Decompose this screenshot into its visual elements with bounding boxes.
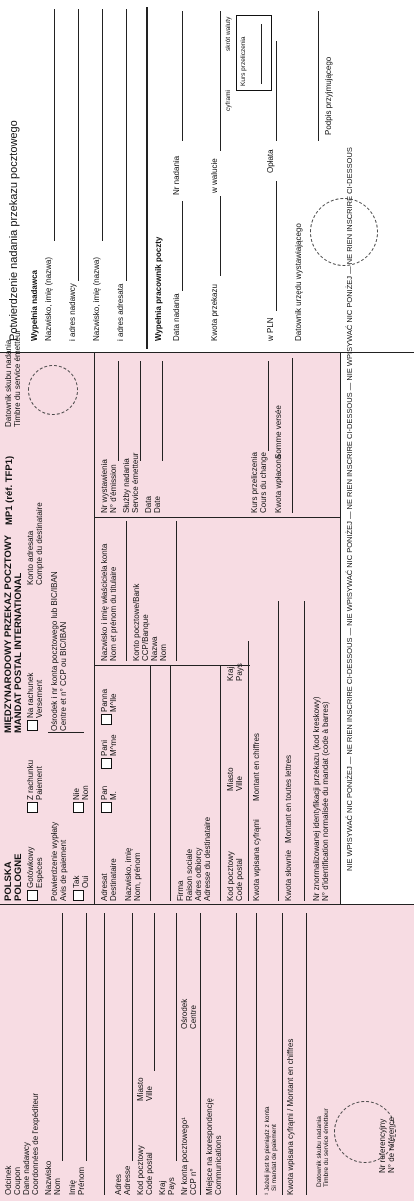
surname-label: Nazwisko	[44, 1160, 53, 1195]
issue-number-label-fr: N° d'émission	[109, 464, 118, 513]
from-account-label: Z rachunku	[26, 759, 35, 800]
bank-name-label: Nazwa	[150, 636, 159, 661]
exchange-rate-label: Kurs przeliczenia	[250, 452, 259, 513]
account-holder-label: Nazwisko i imię właściciela konta	[100, 543, 109, 661]
paid-amount-label: Kwota wpłacona	[274, 454, 283, 513]
country-name-fr: POLOGNE	[13, 853, 24, 901]
ccp-field[interactable]	[200, 913, 201, 1195]
conf-sender-name-field[interactable]	[54, 9, 55, 241]
form-title: MIĘDZYNARODOWY PRZEKAZ POCZTOWY	[3, 534, 14, 733]
payee-postcode-label-fr: Code postal	[235, 858, 244, 901]
digits-hint: cyframi	[225, 90, 232, 111]
surname-field[interactable]	[62, 913, 63, 1161]
coupon-amount-label: Kwota wpisana cyfrąmi / Montant en chiffres	[286, 1038, 295, 1195]
conf-sender-address-label: i adres nadawcy	[68, 283, 77, 341]
paid-amount-label-fr: Somme versée	[274, 405, 283, 459]
bank-name-field[interactable]	[176, 521, 177, 661]
pln-label: w PLN	[266, 317, 275, 341]
miss-label: Panna	[100, 688, 109, 712]
payee-name-label: Nazwisko, imię	[124, 847, 133, 901]
city-label: Miasto	[136, 1077, 145, 1101]
payee-account-label: Konto adresata	[26, 530, 35, 585]
main-stamp-circle	[28, 365, 78, 415]
issuing-service-field[interactable]	[140, 361, 141, 461]
cash-label-fr: Espèces	[35, 857, 44, 888]
country-label: Kraj	[158, 1180, 167, 1195]
do-not-write-strip: NIE WPISYWAĆ NIC PONIŻEJ — NE RIEN INSCRIRE CI-DESSOUS — NIE WPISYWAĆ NIC PONIŻEJ — NE RIEN INSCRIRE CI-DESSOUS — NIE WPISYWAĆ NIC PONIŻEJ — NE RIEN INSCRIRE CI-DESSOUS	[345, 147, 354, 871]
country-field[interactable]	[176, 913, 177, 1161]
coupon-label-fr: Coupon	[13, 1166, 22, 1195]
amount-digits-field[interactable]	[278, 601, 279, 901]
fee-label: Opłata	[266, 149, 275, 173]
postcode-label-fr: Code postal	[145, 1152, 154, 1195]
address-label-fr: Adresse	[123, 1165, 132, 1195]
exchange-rate-box[interactable]	[236, 15, 272, 91]
reference-label-fr: N° de référence	[387, 1116, 396, 1173]
account-section-divider	[94, 665, 250, 666]
amount-digits-label: Kwota wpisana cyfrąmi	[252, 819, 261, 901]
form-code: MP1 (réf. TFP1)	[4, 455, 15, 525]
bank-label-fr: CCP/Banque	[141, 614, 150, 661]
to-account-checkbox[interactable]	[27, 720, 38, 731]
posting-number-label: Nr nadania	[172, 155, 181, 195]
cash-checkbox[interactable]	[27, 890, 38, 901]
to-account-label: Na rachunek	[26, 672, 35, 718]
ccp-iban-label: Ośrodek i nr konta pocztowego lub BIC/IBAN	[50, 571, 59, 731]
row-divider	[94, 353, 95, 905]
firstname-label: Imię	[68, 1179, 77, 1195]
currency-field[interactable]	[220, 11, 221, 151]
miss-checkbox[interactable]	[101, 714, 112, 725]
payee-label: Adresat	[100, 873, 109, 901]
ccp-iban-divider	[48, 732, 84, 733]
company-label-fr: Raison sociale	[185, 848, 194, 901]
ccp-iban-label-fr: Centre et n° CCP ou BIC/IBAN	[59, 621, 68, 731]
postcode-label: Kod pocztowy	[136, 1145, 145, 1195]
advice-yes-label: Tak	[72, 875, 81, 888]
to-account-label-fr: Versement	[35, 679, 44, 718]
posting-number-field[interactable]	[182, 11, 183, 141]
amount-words-label-fr: Montant en toutes lettres	[284, 754, 293, 843]
currency-abbr-hint: skrót waluty	[225, 16, 232, 51]
postal-worker-heading: Wypełnia pracownik poczty	[154, 236, 163, 341]
miss-label-fr: M^lle	[109, 693, 118, 712]
issue-number-label: Nr wystawienia	[100, 459, 109, 513]
conf-payee-name-label: Nazwisko, imię (nazwa)	[92, 256, 101, 341]
centre-label: Ośrodek	[180, 998, 189, 1029]
exchange-rate-box-line	[261, 24, 262, 84]
cash-label: Gotówkowy	[26, 846, 35, 888]
coupon-label: Odcinek	[4, 1165, 13, 1195]
payee-country-label-fr: Pays	[235, 663, 244, 681]
issuing-service-label: Służby nadania	[122, 458, 131, 513]
mr-label-fr: M.	[109, 791, 118, 800]
exchange-rate-field[interactable]	[268, 361, 269, 451]
correspondence-label: Miejsce na korespondencję	[205, 1098, 214, 1195]
confirmation-title: Potwierdzenie nadania przekazu pocztowego	[8, 120, 20, 341]
surname-label-fr: Nom	[53, 1178, 62, 1195]
city-label-fr: Ville	[145, 1086, 154, 1101]
advice-yes-label-fr: Oui	[81, 875, 90, 888]
account-holder-label-fr: Nom et prénom du titulaire	[109, 566, 118, 661]
conf-sender-address-field[interactable]	[78, 9, 79, 281]
conf-payee-address-field[interactable]	[126, 9, 127, 281]
mrs-checkbox[interactable]	[101, 758, 112, 769]
amount-digits-label-fr: Montant en chiffres	[252, 733, 261, 801]
firstname-field[interactable]	[86, 913, 87, 1161]
advice-no-label-fr: Non	[81, 785, 90, 800]
footnote-fr: Si mandat de paiement	[271, 1124, 278, 1191]
barcode-zone-line	[340, 353, 341, 905]
advice-yes-checkbox[interactable]	[73, 890, 84, 901]
barcode-id-label: Nr znormalizowanej identyfikacji przekazu (kod kreskowy)	[312, 696, 321, 901]
advice-no-label: Nie	[72, 787, 81, 800]
conf-sender-name-label: Nazwisko, imię (nazwa)	[44, 256, 53, 341]
payee-label-fr: Destinataire	[109, 858, 118, 901]
footnote: ¹ Jeżeli jest to pieniądz z konta	[264, 1106, 271, 1195]
bank-name-label-fr: Nom	[159, 644, 168, 661]
transfer-amount-label: Kwota przekazu	[210, 284, 219, 341]
coupon-separator	[0, 904, 414, 905]
main-stamp-label: Datownik skubu nadania	[4, 339, 13, 427]
sender-heading: Dane nadawcy	[22, 1142, 31, 1195]
issue-number-field[interactable]	[118, 361, 119, 461]
address-label: Adres	[114, 1174, 123, 1195]
advice-no-checkbox[interactable]	[73, 802, 84, 813]
from-account-checkbox[interactable]	[27, 802, 38, 813]
centre-label-fr: Centre	[189, 1004, 198, 1029]
sender-fills-heading: Wypełnia nadawca	[30, 270, 39, 341]
ccp-label-fr: CCP n°	[189, 1168, 198, 1195]
coupon-stamp-label: Datownik skubu nadania	[316, 1116, 323, 1187]
payee-address-field[interactable]	[220, 666, 221, 901]
amount-words-field[interactable]	[304, 601, 305, 901]
address-field[interactable]	[132, 913, 133, 1161]
payee-name-field-2[interactable]	[170, 666, 171, 901]
paid-amount-field[interactable]	[292, 358, 293, 513]
payee-postcode-field[interactable]	[248, 641, 249, 901]
sender-extra-line[interactable]	[104, 913, 105, 1195]
issuing-service-label-fr: Service émetteur	[131, 452, 140, 513]
account-holder-field[interactable]	[126, 521, 127, 661]
country-name: POLSKA	[3, 861, 14, 901]
form-title-fr: MANDAT POSTAL INTERNATIONAL	[13, 572, 24, 733]
posting-date-label: Data nadania	[172, 293, 181, 341]
mr-label: Pan	[100, 785, 109, 800]
exchange-rate-box-label: Kurs przeliczenia	[240, 36, 247, 86]
correspondence-line[interactable]	[236, 913, 237, 1195]
postcode-city-field[interactable]	[154, 913, 155, 1071]
transfer-amount-field[interactable]	[220, 196, 221, 276]
exchange-rate-label-fr: Cours du change	[259, 452, 268, 513]
payee-postcode-label: Kod pocztowy	[226, 851, 235, 901]
payee-city-label: Miasto	[226, 767, 235, 791]
payee-address-label: Adres odbiorcy	[194, 847, 203, 901]
date-field[interactable]	[162, 361, 163, 461]
correspondence-label-fr: Communications	[214, 1135, 223, 1195]
amount-words-label: Kwota słownie	[284, 849, 293, 901]
payee-name-label-fr: Nom, prénom	[133, 852, 142, 901]
payee-country-label: Kraj	[226, 666, 235, 681]
issue-section-divider	[94, 517, 340, 518]
pln-field[interactable]	[276, 181, 277, 311]
fee-field[interactable]	[276, 41, 277, 141]
payee-address-label-fr: Adresse du destinataire	[203, 816, 212, 901]
sender-heading-fr: Coordonnées de l'expéditeur	[31, 1092, 40, 1195]
conf-payee-address-label: i adres adresata	[116, 283, 125, 341]
firstname-label-fr: Prénom	[77, 1166, 86, 1195]
mrs-label: Pani	[100, 739, 109, 756]
currency-label: w walucie	[210, 158, 219, 193]
country-label-fr: Pays	[167, 1177, 176, 1195]
company-label: Firma	[176, 880, 185, 901]
reference-label: Nr referencyjny	[378, 1118, 387, 1173]
signature-field[interactable]	[318, 11, 319, 141]
main-stamp-label-fr: Timbre du service émetteur	[13, 329, 22, 427]
payment-advice-label: Potwierdzenie wypłaty	[50, 821, 59, 901]
payee-city-label-fr: Ville	[235, 776, 244, 791]
date-label-fr: Date	[153, 496, 162, 513]
from-account-label-fr: Paiement	[35, 766, 44, 800]
signature-label: Podpis przyjmującego	[324, 56, 333, 135]
correspondence-line[interactable]	[256, 913, 257, 1195]
payee-account-label-fr: Compte du destinataire	[35, 502, 44, 585]
payment-advice-label-fr: Avis de paiement	[59, 839, 68, 901]
mrs-label-fr: M^me	[109, 734, 118, 756]
footnote-line	[282, 913, 283, 1195]
office-stamp-circle	[310, 198, 378, 266]
barcode-id-label-fr: N° d'identification normalisée du mandat (code à barres)	[321, 701, 330, 901]
office-stamp-label: Datownik urzędu wystawiającego	[294, 223, 303, 341]
posting-date-field[interactable]	[182, 201, 183, 291]
date-label: Data	[144, 496, 153, 513]
payee-name-field[interactable]	[150, 666, 151, 901]
mr-checkbox[interactable]	[101, 802, 112, 813]
coupon-stamp-label-fr: Timbre du service émetteur	[323, 1108, 330, 1187]
bank-label: Konto pocztowe/Bank	[132, 583, 141, 661]
coupon-amount-field[interactable]	[306, 913, 307, 1195]
ccp-label: Nr konta pocztowego¹	[180, 1117, 189, 1195]
conf-section-divider	[146, 7, 148, 349]
conf-payee-name-field[interactable]	[102, 9, 103, 241]
